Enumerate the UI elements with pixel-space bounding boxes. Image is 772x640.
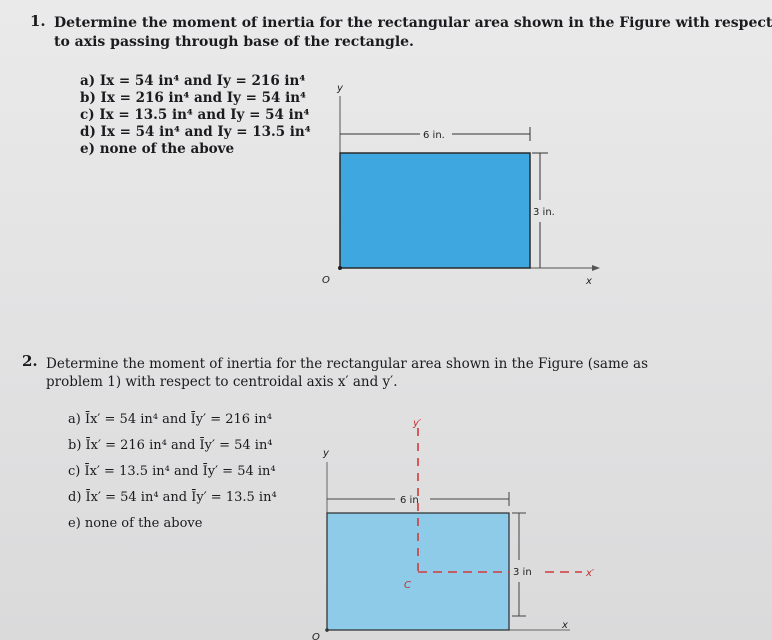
option-text: Ix = 216 in⁴ and Iy = 54 in⁴ bbox=[100, 90, 306, 106]
problem-2-number: 2. bbox=[22, 352, 38, 370]
option-text: Ix = 54 in⁴ and Iy = 13.5 in⁴ bbox=[100, 124, 311, 140]
option-text: Īx′ = 54 in⁴ and Īy′ = 13.5 in⁴ bbox=[85, 490, 277, 505]
option-letter: b) bbox=[68, 438, 82, 453]
fig2-width-label: 6 in bbox=[400, 495, 419, 506]
option-letter: c) bbox=[80, 107, 95, 123]
option-text: none of the above bbox=[99, 141, 235, 157]
option-letter: a) bbox=[68, 412, 81, 427]
option-text: Īx′ = 54 in⁴ and Īy′ = 216 in⁴ bbox=[84, 412, 272, 427]
figure-1 bbox=[0, 0, 700, 300]
problem-1-number: 1. bbox=[30, 12, 46, 30]
fig2-origin-dot bbox=[325, 628, 329, 632]
fig1-x-arrow bbox=[592, 265, 600, 271]
option-text: Īx′ = 216 in⁴ and Īy′ = 54 in⁴ bbox=[85, 438, 273, 453]
fig1-width-label: 6 in. bbox=[423, 130, 445, 141]
fig2-y-prime-label: y′ bbox=[413, 418, 422, 429]
figure-2 bbox=[0, 380, 700, 640]
fig1-x-label: x bbox=[586, 276, 592, 287]
fig2-centroid-label: C bbox=[404, 580, 411, 591]
option-letter: a) bbox=[80, 73, 96, 89]
fig1-origin-label: O bbox=[322, 275, 330, 286]
option-letter: d) bbox=[80, 124, 96, 140]
option-letter: c) bbox=[68, 464, 81, 479]
option-text: Ix = 54 in⁴ and Iy = 216 in⁴ bbox=[99, 73, 306, 89]
fig1-origin-dot bbox=[338, 266, 342, 270]
option-letter: e) bbox=[68, 516, 81, 531]
fig2-height-label: 3 in bbox=[513, 567, 532, 578]
fig2-x-prime-label: x′ bbox=[586, 568, 595, 579]
problem-1-text-line1: Determine the moment of inertia for the rectangular area shown in the Figure with respect bbox=[54, 15, 772, 31]
fig1-y-label: y bbox=[337, 83, 343, 94]
fig2-origin-label: O bbox=[312, 632, 320, 640]
option-text: Ix = 13.5 in⁴ and Iy = 54 in⁴ bbox=[99, 107, 310, 123]
fig1-rectangle bbox=[340, 153, 530, 268]
fig1-height-label: 3 in. bbox=[533, 207, 555, 218]
fig2-y-label: y bbox=[323, 448, 329, 459]
option-text: Īx′ = 13.5 in⁴ and Īy′ = 54 in⁴ bbox=[84, 464, 276, 479]
problem-2-text-line1: Determine the moment of inertia for the rectangular area shown in the Figure (same as bbox=[46, 356, 649, 372]
option-letter: d) bbox=[68, 490, 82, 505]
fig2-x-label: x bbox=[562, 620, 568, 631]
option-letter: b) bbox=[80, 90, 96, 106]
problem-2-text-line2: problem 1) with respect to centroidal axis x′ and y′. bbox=[46, 374, 398, 390]
option-text: none of the above bbox=[84, 516, 203, 531]
option-letter: e) bbox=[80, 141, 95, 157]
problem-1-text-line2: to axis passing through base of the rectangle. bbox=[54, 34, 414, 50]
